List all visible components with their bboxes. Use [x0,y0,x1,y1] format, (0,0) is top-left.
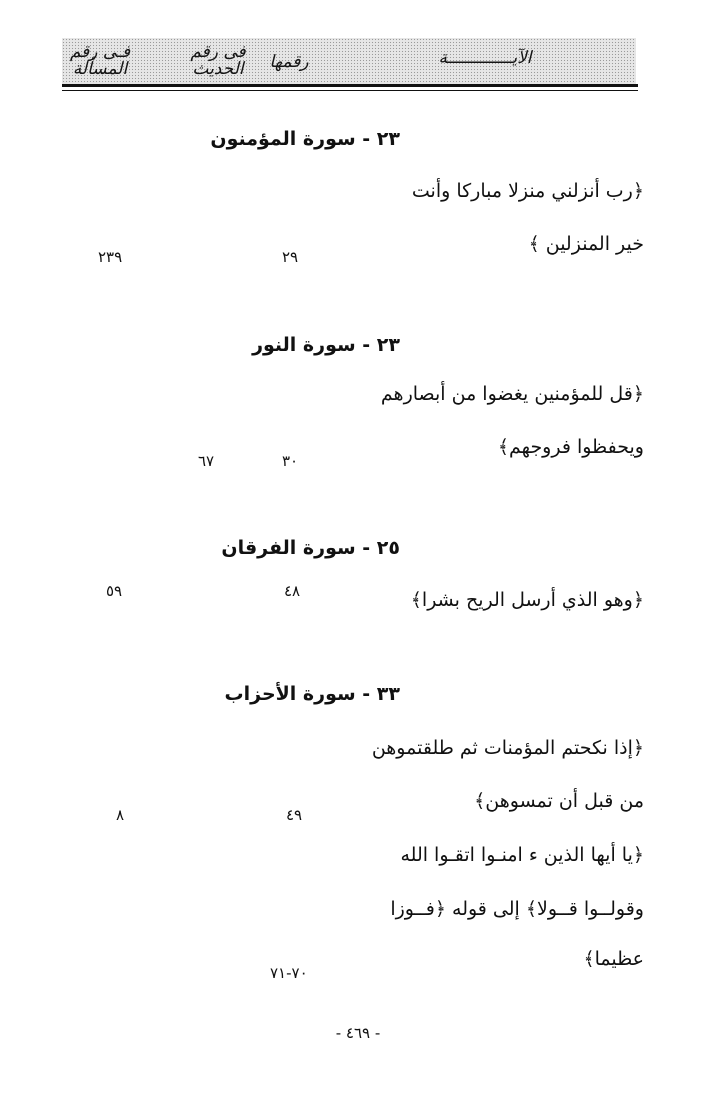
verse-line: ويحفظوا فروجهم﴾ [497,436,644,458]
header-number-col [258,54,320,71]
issue-number: ٢٣٩ [98,248,123,266]
header-hadith-line2: الحديث [192,59,244,79]
verse-line: ﴿وهو الذي أرسل الريح بشرا﴾ [410,589,644,611]
header-hadith-col [176,44,260,78]
verse-line: خير المنزلين ﴾ [528,233,644,255]
header-verse-col [420,50,550,67]
sura-title: ٢٣ - سورة النور [252,334,400,356]
sura-title: ٢٥ - سورة الفرقان [221,537,400,559]
issue-number: ٨ [116,806,125,824]
verse-line: ﴿إذا نكحتم المؤمنات ثم طلقتموهن [371,737,644,759]
sura-title: ٣٣ - سورة الأحزاب [224,683,400,705]
header-hadith-line1: فى رقم [190,42,246,62]
header-rule-thin [62,90,638,91]
verse-line: عظيما﴾ [583,948,644,970]
header-issue-line1: فـى رقم [69,42,131,62]
header-issue-col [64,44,136,78]
verse-number: ٢٩ [282,248,299,266]
verse-line: وقولــوا قــولا﴾ إلى قوله ﴿فــوزا [390,898,644,920]
issue-number: ٥٩ [106,582,123,600]
verse-line: ﴿قل للمؤمنين يغضوا من أبصارهم [380,383,644,405]
header-number-label: رقمها [269,52,309,72]
hadith-number: ٦٧ [198,452,215,470]
verse-line: ﴿رب أنزلني منزلا مباركا وأنت [411,180,644,202]
verse-line: ﴿يا أيها الذين ء امنـوا اتقـوا الله [400,844,644,866]
verse-number: ٣٠ [282,452,299,470]
verse-number: ٤٩ [286,806,303,824]
sura-title: ٢٣ - سورة المؤمنون [210,128,400,150]
header-issue-line2: المسألة [72,59,128,79]
verse-number: ٧٠-٧١ [270,964,308,982]
verse-line: من قبل أن تمسوهن﴾ [474,790,644,812]
page-number: - ٤٦٩ - [335,1024,381,1042]
header-rule [62,84,638,87]
header-verse-label: الآيـــــــــــــة [438,48,532,68]
verse-number: ٤٨ [284,582,301,600]
